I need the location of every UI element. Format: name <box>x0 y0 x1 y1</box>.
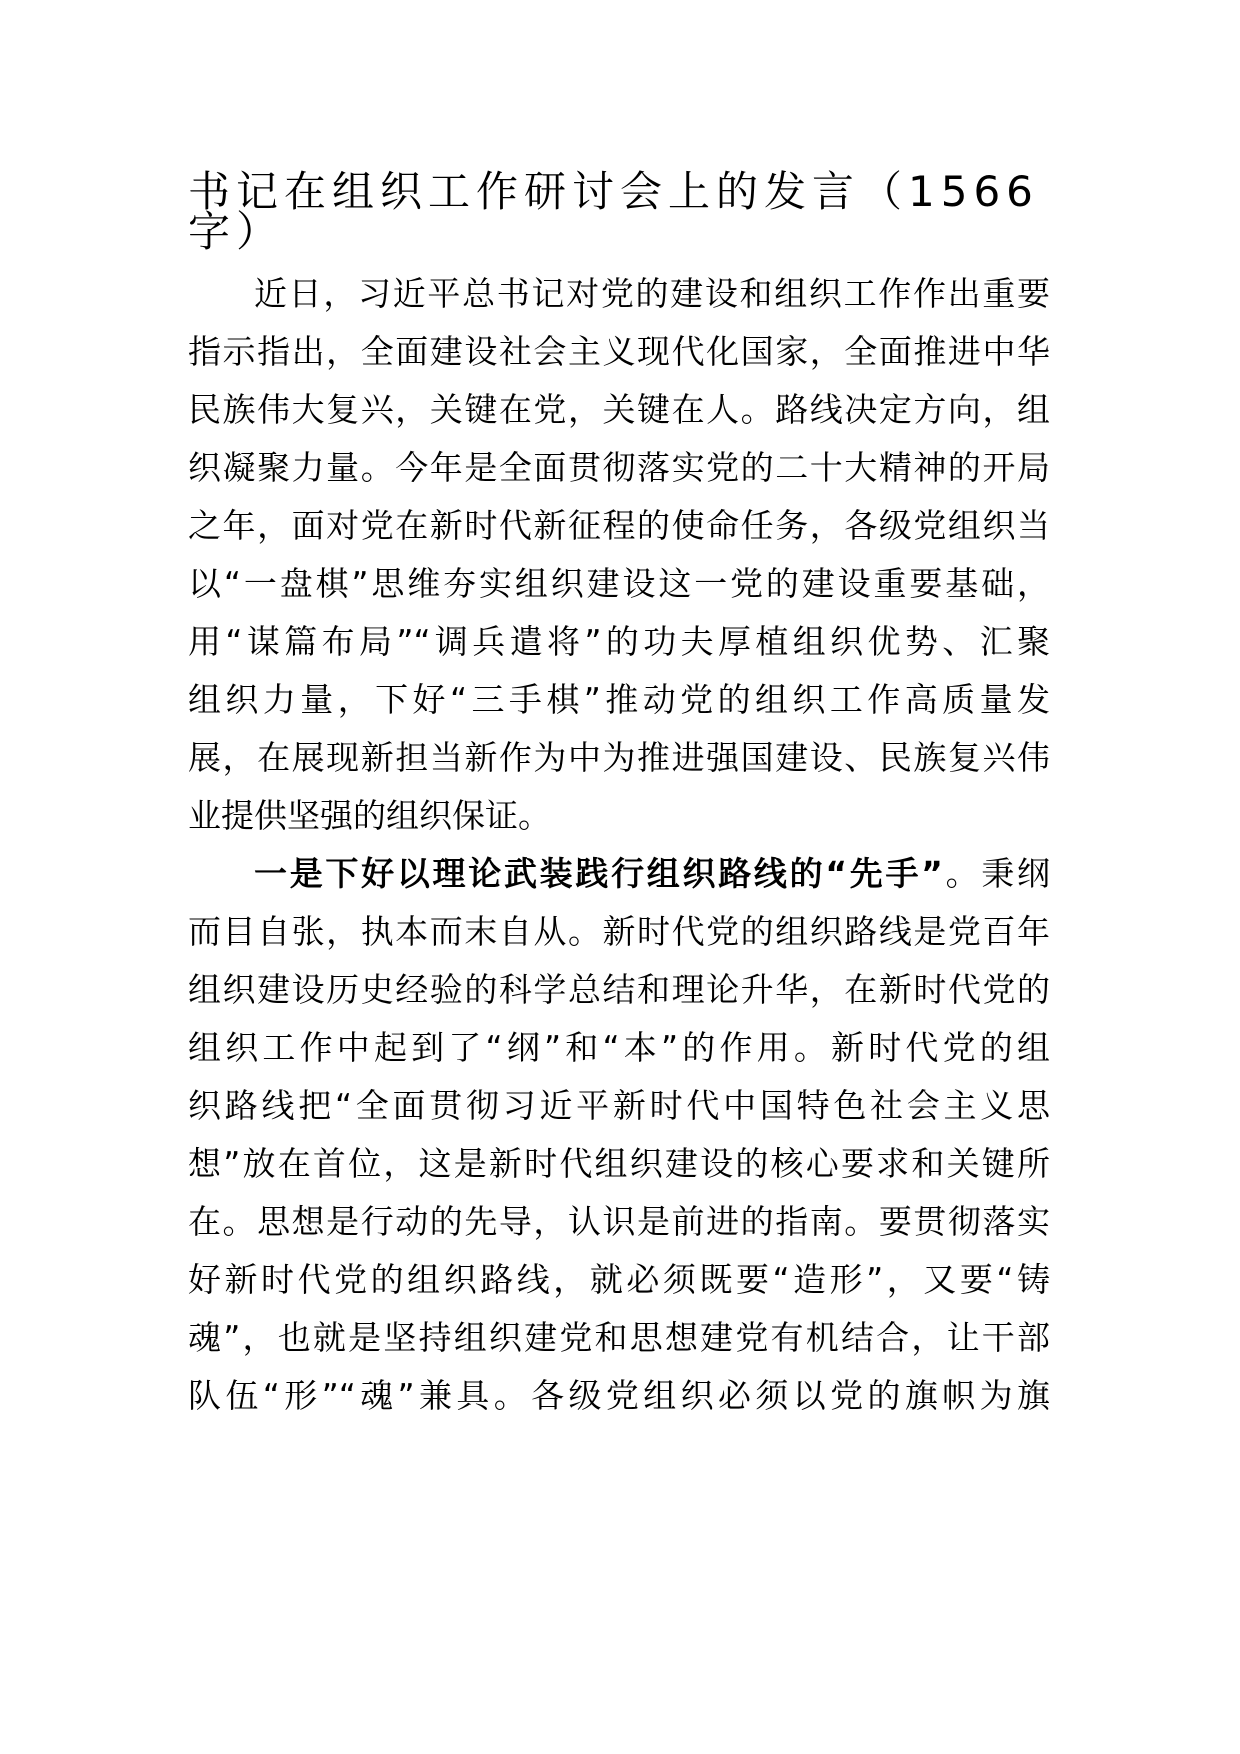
paragraph-line: 在。思想是行动的先导，认识是前进的指南。要贯彻落实 <box>188 1202 1050 1241</box>
paragraph-line <box>188 852 1050 896</box>
paragraph-text: 。秉纲 <box>942 854 1050 893</box>
paragraph-line: 组织力量，下好“三手棋”推动党的组织工作高质量发 <box>188 680 1050 719</box>
paragraph-line: 组织工作中起到了“纲”和“本”的作用。新时代党的组 <box>188 1028 1050 1067</box>
paragraph-line: 用“谋篇布局”“调兵遣将”的功夫厚植组织优势、汇聚 <box>188 622 1050 661</box>
paragraph-line: 近日，习近平总书记对党的建设和组织工作作出重要 <box>254 274 1050 313</box>
paragraph-line: 想”放在首位，这是新时代组织建设的核心要求和关键所 <box>188 1144 1050 1183</box>
document-title-line-1: 书记在组织工作研讨会上的发言（1566 <box>188 167 1039 216</box>
paragraph-line: 展，在展现新担当新作为中为推进强国建设、民族复兴伟 <box>188 738 1050 777</box>
paragraph-line: 织路线把“全面贯彻习近平新时代中国特色社会主义思 <box>188 1086 1050 1125</box>
paragraph-line: 队伍“形”“魂”兼具。各级党组织必须以党的旗帜为旗 <box>188 1376 1050 1415</box>
paragraph-line: 魂”，也就是坚持组织建党和思想建党有机结合，让干部 <box>188 1318 1050 1357</box>
paragraph-line: 民族伟大复兴，关键在党，关键在人。路线决定方向，组 <box>188 390 1050 429</box>
document-title-line-2: 字） <box>188 207 285 256</box>
paragraph-line: 业提供坚强的组织保证。 <box>188 796 551 835</box>
paragraph-line: 好新时代党的组织路线，就必须既要“造形”，又要“铸 <box>188 1260 1050 1299</box>
section-heading: 一是下好以理论武装践行组织路线的“先手” <box>254 854 943 893</box>
paragraph-line: 而目自张，执本而末自从。新时代党的组织路线是党百年 <box>188 912 1050 951</box>
paragraph-line: 之年，面对党在新时代新征程的使命任务，各级党组织当 <box>188 506 1050 545</box>
paragraph-line: 以“一盘棋”思维夯实组织建设这一党的建设重要基础， <box>188 564 1050 603</box>
paragraph-line: 指示指出，全面建设社会主义现代化国家，全面推进中华 <box>188 332 1050 371</box>
paragraph-line: 组织建设历史经验的科学总结和理论升华，在新时代党的 <box>188 970 1050 1009</box>
paragraph-line: 织凝聚力量。今年是全面贯彻落实党的二十大精神的开局 <box>188 448 1050 487</box>
